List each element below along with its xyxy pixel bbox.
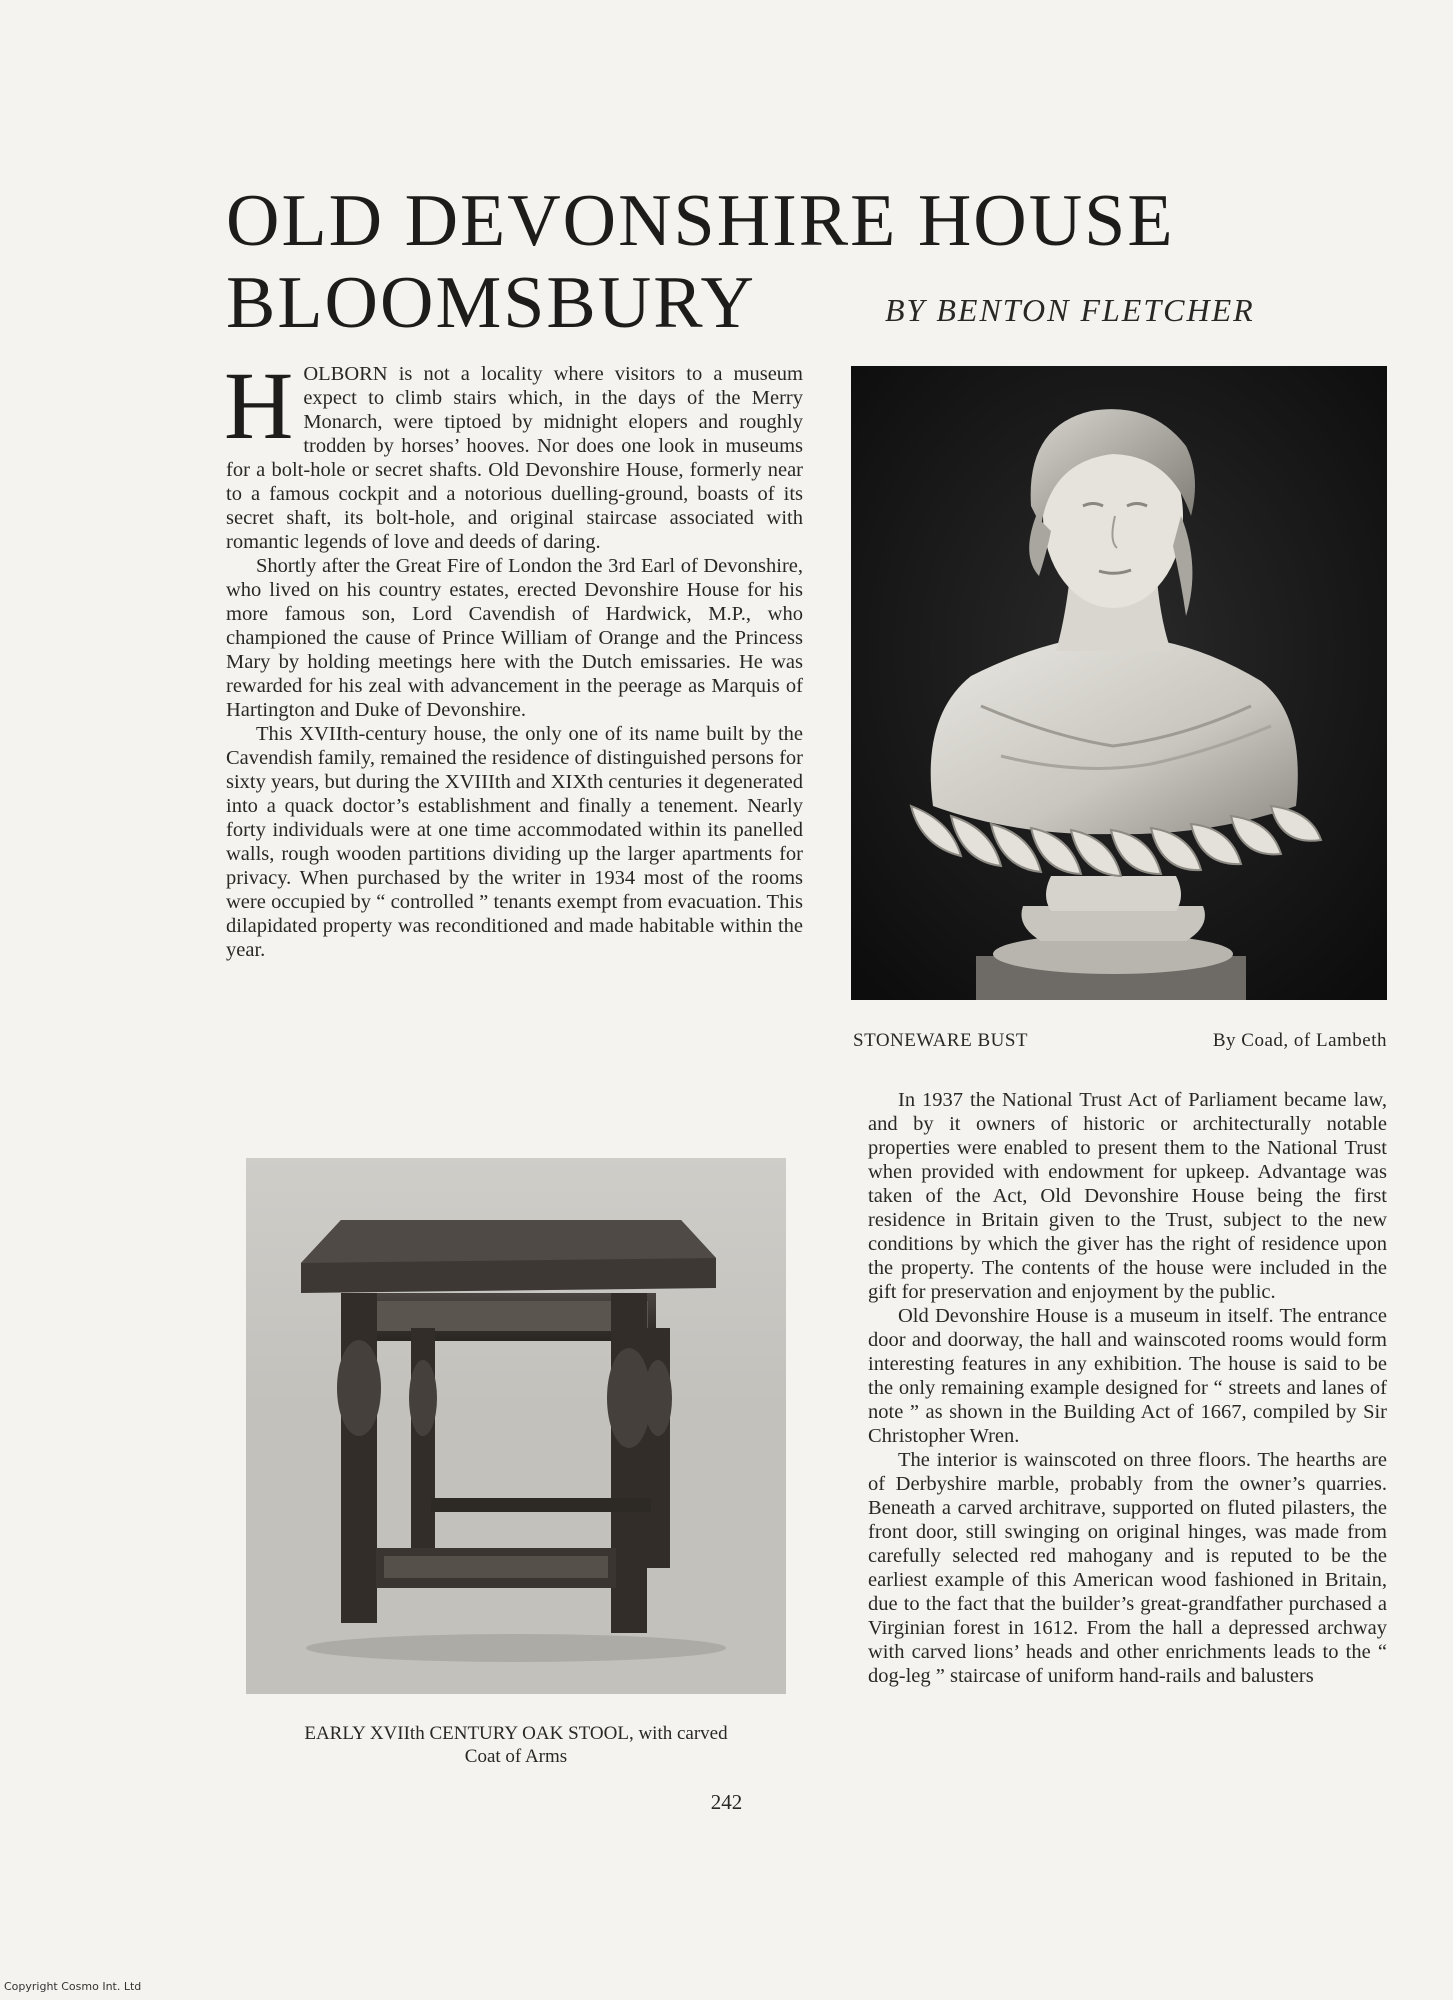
- paragraph-3: This XVIIth-century house, the only one of its name built by the Cavendish family, remained the residence of distinguished persons for sixty years, but during the XVIIIth and XIXth centuries it degenerated into a quack doctor’s establishment and finally a tenement. Nearly forty individuals were at one time accommodated within its panelled walls, rough wooden partitions dividing up the larger apartments for privacy. When purchased by the writer in 1934 most of the rooms were occupied by “ controlled ” tenants exempt from evacuation. This dilapidated property was reconditioned and made habitable within the year.: [226, 723, 803, 961]
- oak-stool-photo: [246, 1158, 786, 1694]
- byline: BY BENTON FLETCHER: [885, 292, 1255, 328]
- stoneware-bust-photo: [851, 366, 1387, 1000]
- paragraph-5: Old Devonshire House is a museum in itself. The entrance door and doorway, the hall and wainscoted rooms would form interesting features in any exhibition. The house is said to be the only remaining example designed for “ streets and lanes of note ” as shown in the Building Act of 1667, compiled by Sir Christopher Wren.: [868, 1305, 1387, 1447]
- paragraph-2: Shortly after the Great Fire of London the 3rd Earl of Devonshire, who lived on his country estates, erected Devonshire House for his more famous son, Lord Cavendish of Hardwick, M.P., who championed the cause of Prince William of Orange and the Princess Mary by holding meetings here with the Dutch emissaries. He was rewarded for his zeal with advancement in the peerage as Marquis of Hartington and Duke of Devonshire.: [226, 555, 803, 721]
- stool-caption-line-2: Coat of Arms: [464, 1746, 568, 1767]
- stool-caption: [240, 1722, 792, 1768]
- bust-caption-credit: By Coad, of Lambeth: [1212, 1030, 1387, 1051]
- bust-caption-title: STONEWARE BUST: [853, 1030, 1029, 1051]
- paragraph-1: [224, 352, 803, 554]
- left-column: [224, 352, 803, 962]
- paragraph-6: The interior is wainscoted on three floors. The hearths are of Derbyshire marble, probably from the owner’s quarries. Beneath a carved architrave, supported on fluted pilasters, the front door, still swinging on original hinges, was made from carefully selected red mahogany and is reputed to be the earliest example of this American wood fashioned in Britain, due to the fact that the builder’s great-grandfather purchased a Virginian forest in 1612. From the hall a depressed archway with carved lions’ heads and other enrichments leads to the “ dog-leg ” staircase of uniform hand-rails and balusters: [868, 1449, 1387, 1687]
- page-number: 242: [710, 1790, 743, 1814]
- stool-caption-line-1: EARLY XVIIth CENTURY OAK STOOL, with carved: [304, 1723, 728, 1744]
- title-line-2: BLOOMSBURY: [226, 262, 756, 344]
- paragraph-1-text: OLBORN is not a locality where visitors to a museum expect to climb stairs which, in the days of the Merry Monarch, were tiptoed by midnight elopers and roughly trodden by horses’ hooves. Nor does one look in museums for a bolt-hole or secret shafts. Old Devonshire House, formerly near to a famous cockpit and a notorious duelling-ground, boasts of its secret shaft, its bolt-hole, and original staircase associated with romantic legends of love and deeds of daring.: [226, 363, 803, 553]
- title-line-1: OLD DEVONSHIRE HOUSE: [226, 180, 1175, 262]
- bust-illustration: [851, 366, 1387, 1000]
- stool-illustration: [246, 1158, 786, 1694]
- drop-cap: H: [224, 352, 294, 459]
- right-column: [868, 1088, 1387, 1688]
- paragraph-4: In 1937 the National Trust Act of Parliament became law, and by it owners of historic or architecturally notable properties were enabled to present them to the National Trust when provided with endowment for upkeep. Advantage was taken of the Act, Old Devonshire House being the first residence in Britain given to the Trust, subject to the new conditions by which the giver has the right of residence upon the property. The contents of the house were included in the gift for preservation and enjoyment by the public.: [868, 1089, 1387, 1303]
- copyright-notice: Copyright Cosmo Int. Ltd: [4, 1980, 142, 1993]
